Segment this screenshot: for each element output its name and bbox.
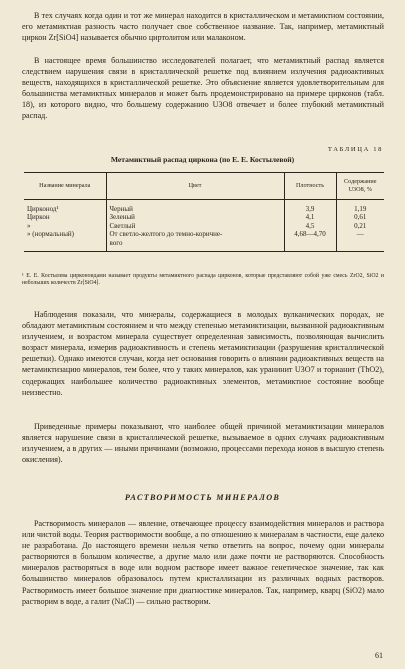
cell-colors: Черный Зеленый Светлый От светло-желтого до темно-коричне- вого [106,200,284,252]
table-header-row [24,173,384,200]
paragraph-metamict-names: В тех случаях когда один и тот же минерал находится в кристаллическом и метамиктном состоянии, его метамиктная разность часто получает свое собственное название. Так, например, метамиктный циркон Zr[SiO4] называется обычно циртолитом или малаконом. [22,11,384,43]
header-color: Цвет [106,173,284,200]
table-body-row [24,200,384,252]
paragraph-examples: Приведенные примеры показывают, что наиболее общей причиной метамиктизации минералов является нарушение связи в кристаллической решетке, вызываемое в одних случаях радиоактивным излучением, а в других — иными причинами (возможно, процессами перехода ионов в высшую степень окисления). [22,422,384,465]
header-u3o8-content: Содержание U3O8, % [336,173,384,200]
page-number: 61 [375,651,383,660]
header-density: Плотность [284,173,336,200]
paragraph-solubility: Растворимость минералов — явление, отвечающее процессу взаимодействия минералов и раствора или чистой воды. Теория растворимости вообще, а по отношению к минералам в частности, еще далеко не разработана. До настоящего времени нельзя четко ответить на вопрос, почему одни минералы растворяются в большом количестве, а другие мало или даже почти не растворяются. Способность минералов растворяться в воде или водном растворе имеет важное генетическое значение, так как большинство минералов образовалось путем кристаллизации из различных водных растворов. Растворимость имеет большое значение при диагностике минералов. Так, например, кварц (SiO2) мало растворим в воде, а галит (NaCl) — сильно растворим. [22,519,384,606]
paragraph-observations: Наблюдения показали, что минералы, содержащиеся в молодых вулканических породах, не обладают метамиктным состоянием и что между степенью метамиктизации, вызванной радиоактивным излучением, и возрастом минерала существует определенная зависимость, позволяющая вычислить возраст минерала, измерив радиоактивность и степень метамиктизации (разрушения кристаллической решетки). Однако имеются случаи, когда нет основания говорить о влиянии радиоактивных веществ на метамиктизацию минералов, тем более, что у таких минералов, как уранинит U3O7 и торианит (ThO2), содержащих наибольшее количество радиоактивных элементов, метамиктное состояние вообще неизвестно. [22,310,384,397]
cell-u3o8-values: 1,19 0,61 0,21 — [336,200,384,252]
table-title: Метамиктный распад циркона (по Е. Е. Костылевой) [110,155,295,164]
table-label: ТАБЛИЦА 18 [327,146,383,153]
zircon-table [24,172,384,252]
cell-densities: 3,9 4,1 4,5 4,68—4,70 [284,200,336,252]
table-footnote: ¹ Е. Е. Костылева цирконоидами называет продукты метамиктного распада цирконов, которые представляют собой уже смесь ZrO2, SiO2 и небольших количеств Zr[SiO4]. [22,273,384,286]
paragraph-metamict-cause: В настоящее время большинство исследователей полагает, что метамиктный распад является следствием нарушения связи в кристаллической решетке под влиянием излучения радиоактивных веществ, находящихся в кристаллической решетке. Это объяснение является удовлетворительным для большинства метамиктных минералов и может быть продемонстрировано на примере цирконов (табл. 18), из которого видно, что большему содержанию U3O8 отвечает и более глубокий метамиктный распад. [22,56,384,121]
header-mineral-name: Название минерала [24,173,106,200]
cell-mineral-names: Цирконод¹ Циркон » » (нормальный) [24,200,106,252]
section-heading: РАСТВОРИМОСТЬ МИНЕРАЛОВ [124,493,281,502]
